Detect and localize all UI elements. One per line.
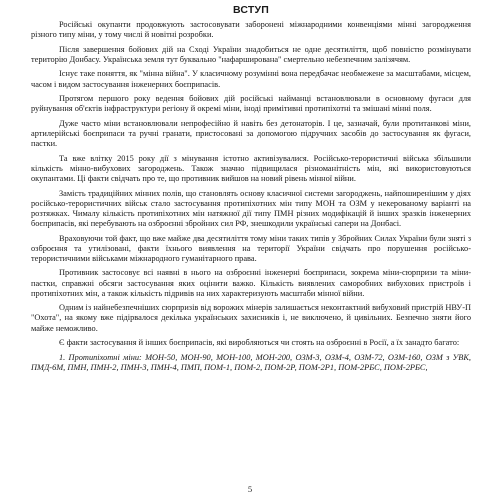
- paragraph: Замість традиційних мінних полів, що становлять основу класичної системи загороджень, найпоширенішим у діях російсько-терористичних військ стало застосування протипіхотних мін типу МОН та ОЗМ у некерованому варіанті на розтяжках. Чималу кількість протипіхотних мін натяжної дії типу ПМН різних модифікацій й інших зразків інженерних боєприпасів, які перебувають на озброєнні збройних сил РФ, знешкодили українські сапери на Донбасі.: [31, 188, 471, 228]
- paragraph: Після завершення бойових дій на Сході України знадобиться не одне десятиліття, щоб повністю розмінувати територію Донбасу. Українська земля тут буквально "нафарширована" смертельно небезпечним залізячям.: [31, 44, 471, 64]
- paragraph: Дуже часто міни встановлювали непрофесійно й навіть без детонаторів. І це, зазначай, були протитанкові міни, артилерійські боєприпаси та ручні гранати, пристосовані за допомогою підручних засобів до застосування як фугаси, пастки.: [31, 118, 471, 149]
- body-text: [31, 20, 471, 373]
- paragraph: Є факти застосування й інших боєприпасів, які виробляються чи стоять на озброєнні в Росії, а їх занадто багато:: [59, 338, 460, 348]
- list-item-antipersonnel-mines: [31, 353, 471, 373]
- list-item-text: 1. Протипіхотні міни: МОН-50, МОН-90, МОН-100, МОН-200, ОЗМ-3, ОЗМ-4, ОЗМ-72, ОЗМ-160, ОЗМ з УВК, ПМД-6М, ПМН, ПМН-2, ПМН-3, ПМН-4, ПМП, ПОМ-1, ПОМ-2, ПОМ-2Р, ПОМ-2Р1, ПОМ-2РБС, ПОМ-2РБС,: [31, 352, 471, 372]
- page-title: ВСТУП: [233, 4, 269, 16]
- paragraph: Одним із найнебезпечніших сюрпризів від ворожих мінерів залишається неконтактний вибуховий пристрій НВУ-П "Охота", на якому вже підірвалося декілька українських захисників і, не виключено, й цивільних. Безпечно зняти його майже неможливо.: [31, 303, 471, 333]
- paragraph: Та вже влітку 2015 року дії з мінування істотно активізувалися. Російсько-терористичні війська збільшили кількість мінно-вибухових загороджень. Також значно підвищилася різноманітність мін, які використовуються окупантами. Ці факти свідчать про те, що противник вийшов на новий рівень мінної війни.: [31, 153, 471, 183]
- paragraph: Російські окупанти продовжують застосовувати заборонені міжнародними конвенціями мінні загородження різного типу міни, у тому числі й новітні розробки.: [31, 20, 471, 40]
- paragraph: Протягом першого року ведення бойових дій російські найманці встановлювали в основному фугаси для руйнування об'єктів інфраструктури регіону й окремі міни, іноді примітивні протипіхотні та змішані мінні поля.: [31, 94, 471, 114]
- paragraph: Противник застосовує всі наявні в нього на озброєнні інженерні боєприпаси, зокрема міни-сюрпризи та міни-пастки, справжні обсяги застосування яких оцінити важко. Кількість виявлених саморобних вибухових пристроїв і протипіхотних мін, а також кількість підривів на них характеризують масштаби мінної війни.: [31, 268, 471, 298]
- paragraph: Враховуючи той факт, що вже майже два десятиліття тому міни таких типів у Збройних Силах України були зняті з озброєння та утилізовані, факти їхнього виявлення на території України свідчать про порушення російсько-терористичними військами міжнародного гуманітарного права.: [31, 233, 471, 263]
- paragraph: Існує таке поняття, як "мінна війна". У класичному розумінні вона передбачає необмежене за масштабами, місцем, часом і видом застосування інженерних боєприпасів.: [31, 69, 471, 89]
- page-number: 5: [247, 484, 253, 494]
